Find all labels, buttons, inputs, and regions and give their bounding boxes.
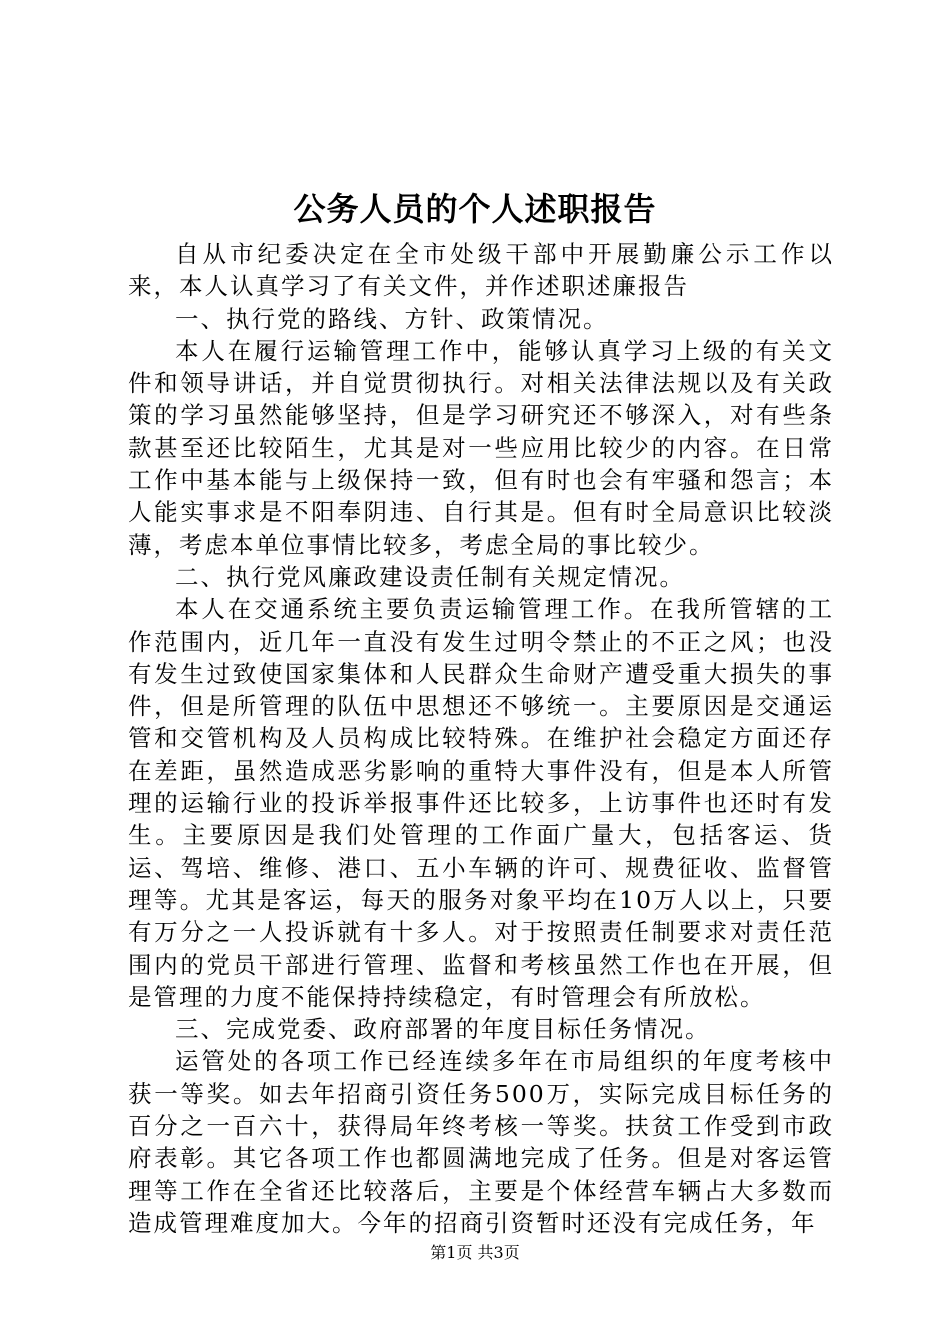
paragraph-section-1: 本人在履行运输管理工作中，能够认真学习上级的有关文件和领导讲话，并自觉贯彻执行。对相关法律法规以及有关政策的学习虽然能够坚持，但是学习研究还不够深入，对有些条款甚至还比较陌生，尤其是对一些应用比较少的内容。在日常工作中基本能与上级保持一致，但有时也会有牢骚和怨言；本人能实事求是不阳奉阴违、自行其是。但有时全局意识比较淡薄，考虑本单位事情比较多，考虑全局的事比较少。 xyxy=(128,336,834,559)
page-number-footer: 第1页 共3页 xyxy=(430,1243,520,1262)
paragraph-intro: 自从市纪委决定在全市处级干部中开展勤廉公示工作以来，本人认真学习了有关文件，并作述职述廉报告 xyxy=(128,240,834,301)
section-heading-2: 二、执行党风廉政建设责任制有关规定情况。 xyxy=(175,562,685,591)
paragraph-section-2: 本人在交通系统主要负责运输管理工作。在我所管辖的工作范围内，近几年一直没有发生过明令禁止的不正之风；也没有发生过致使国家集体和人民群众生命财产遭受重大损失的事件，但是所管理的队伍中思想还不够统一。主要原因是交通运管和交管机构及人员构成比较特殊。在维护社会稳定方面还存在差距，虽然造成恶劣影响的重特大事件没有，但是本人所管理的运输行业的投诉举报事件还比较多，上访事件也还时有发生。主要原因是我们处管理的工作面广量大，包括客运、货运、驾培、维修、港口、五小车辆的许可、规费征收、监督管理等。尤其是客运，每天的服务对象平均在10万人以上，只要有万分之一人投诉就有十多人。对于按照责任制要求对责任范围内的党员干部进行管理、监督和考核虽然工作也在开展，但是管理的力度不能保持持续稳定，有时管理会有所放松。 xyxy=(128,595,834,1011)
section-heading-1: 一、执行党的路线、方针、政策情况。 xyxy=(175,304,609,333)
section-heading-3: 三、完成党委、政府部署的年度目标任务情况。 xyxy=(175,1015,711,1044)
document-title: 公务人员的个人述职报告 xyxy=(293,190,657,228)
paragraph-section-3: 运管处的各项工作已经连续多年在市局组织的年度考核中获一等奖。如去年招商引资任务500万，实际完成目标任务的百分之一百六十，获得局年终考核一等奖。扶贫工作受到市政府表彰。其它各项工作也都圆满地完成了任务。但是对客运管理等工作在全省还比较落后，主要是个体经营车辆占大多数而造成管理难度加大。今年的招商引资暂时还没有完成任务，年 xyxy=(128,1047,834,1237)
document-body xyxy=(128,238,834,1239)
